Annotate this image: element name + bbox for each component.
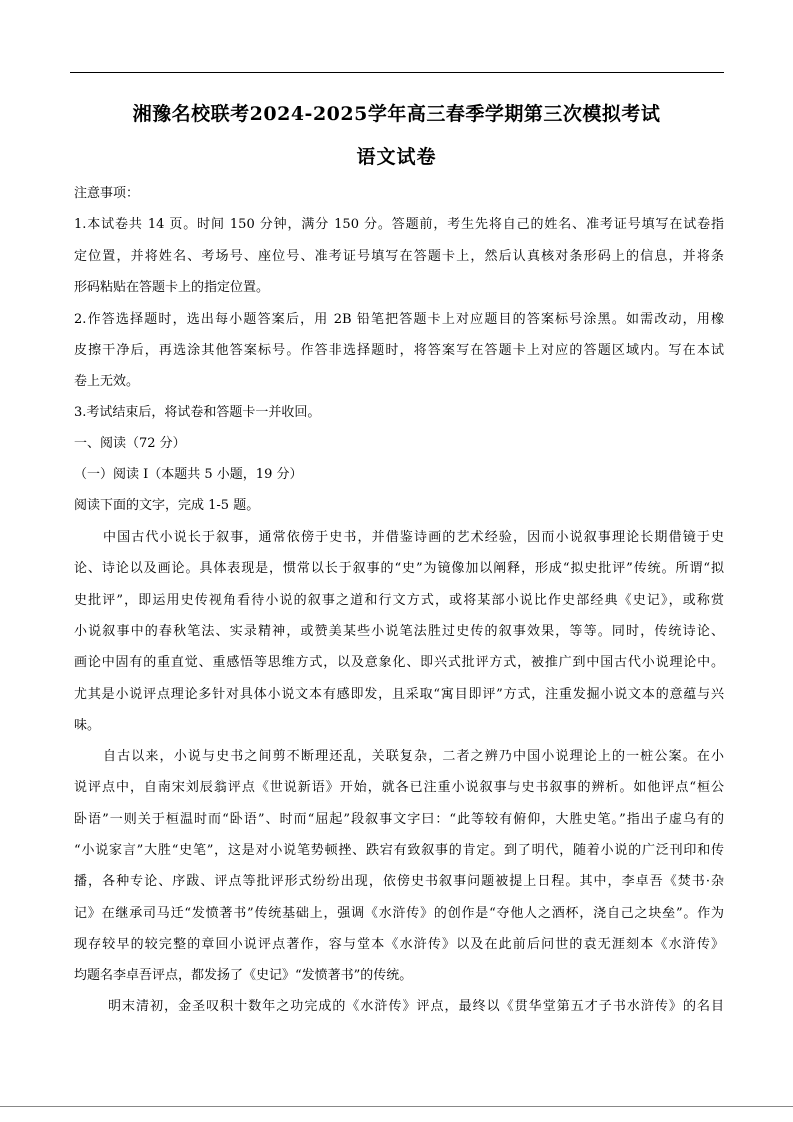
passage-line: 明末清初，金圣叹积十数年之功完成的《水浒传》评点，最终以《贯华堂第五才子书水浒传》的名目 xyxy=(108,999,724,1014)
passage-line: 记》在继承司马迁“发愤著书”传统基础上，强调《水浒传》的创作是“夺他人之酒杯，浇自己之块垒”。作为 xyxy=(74,906,724,921)
passage-line: 播，各种专论、序跋、评点等批评形式纷纷出现，依傍史书叙事问题被提上日程。其中，李卓吾《焚书·杂 xyxy=(74,874,724,889)
passage-line: 现存较早的较完整的章回小说评点著作，容与堂本《水浒传》以及在此前后问世的袁无涯刻本《水浒传》 xyxy=(74,937,724,952)
notice-line: 3.考试结束后，将试卷和答题卡一并收回。 xyxy=(74,405,321,420)
passage-line: 中国古代小说长于叙事，通常依傍于史书，并借鉴诗画的艺术经验，因而小说叙事理论长期借镜于史 xyxy=(103,530,724,545)
passage-line: 味。 xyxy=(74,718,101,733)
passage-line: 论、诗论以及画论。具体表现是，惯常以长于叙事的“史”为镜像加以阐释，形成“拟史批评”传统。所谓“拟 xyxy=(74,561,724,576)
section-heading: 一、阅读（72 分） xyxy=(74,436,186,451)
passage-line: “小说家言”大胜“史笔”，这是对小说笔势顿挫、跌宕有致叙事的肯定。到了明代，随着小说的广泛刊印和传 xyxy=(74,843,724,858)
passage-line: 均题名李卓吾评点，都发扬了《史记》“发愤著书”的传统。 xyxy=(74,968,413,983)
footer-rule xyxy=(0,1106,793,1107)
sub-section-heading: （一）阅读 I（本题共 5 小题，19 分） xyxy=(74,467,303,482)
header-rule xyxy=(70,72,724,73)
reading-instruction: 阅读下面的文字，完成 1-5 题。 xyxy=(74,498,260,513)
notice-line: 皮擦干净后，再选涂其他答案标号。作答非选择题时，将答案写在答题卡上对应的答题区域内。写在本试 xyxy=(74,343,724,358)
passage-line: 说评点中，自南宋刘辰翁评点《世说新语》开始，就各已注重小说叙事与史书叙事的辨析。如他评点“桓公 xyxy=(74,780,724,795)
notice-line: 定位置，并将姓名、考场号、座位号、准考证号填写在答题卡上，然后认真核对条形码上的信息，并将条 xyxy=(74,249,724,264)
notice-line: 形码粘贴在答题卡上的指定位置。 xyxy=(74,280,270,295)
passage-line: 画论中固有的重直觉、重感悟等思维方式，以及意象化、即兴式批评方式，被推广到中国古代小说理论中。 xyxy=(74,655,724,670)
passage-line: 尤其是小说评点理论多针对具体小说文本有感即发，且采取“寓目即评”方式，注重发掘小说文本的意蕴与兴 xyxy=(74,687,724,702)
passage-line: 卧语”一则关于桓温时而“卧语”、时而“屈起”段叙事文字曰：“此等较有俯仰，大胜史笔。”指出子虚乌有的 xyxy=(74,812,724,827)
notice-line: 1.本试卷共 14 页。时间 150 分钟，满分 150 分。答题前，考生先将自己的姓名、准考证号填写在试卷指 xyxy=(74,217,724,232)
notice-line: 2.作答选择题时，选出每小题答案后，用 2B 铅笔把答题卡上对应题目的答案标号涂黑。如需改动，用橡 xyxy=(74,312,724,327)
page-title: 湘豫名校联考2024-2025学年高三春季学期第三次模拟考试 xyxy=(132,103,661,125)
passage-line: 自古以来，小说与史书之间剪不断理还乱，关联复杂，二者之辨乃中国小说理论上的一桩公案。在小 xyxy=(103,749,724,764)
notice-line: 卷上无效。 xyxy=(74,374,140,389)
passage-line: 史批评”，即运用史传视角看待小说的叙事之道和行文方式，或将某部小说比作史部经典《史记》，或称赏 xyxy=(74,593,724,608)
page-subtitle: 语文试卷 xyxy=(356,146,437,168)
passage-line: 小说叙事中的春秋笔法、实录精神，或赞美某些小说笔法胜过史传的叙事效果，等等。同时，传统诗论、 xyxy=(74,624,724,639)
notice-heading: 注意事项： xyxy=(74,186,140,201)
